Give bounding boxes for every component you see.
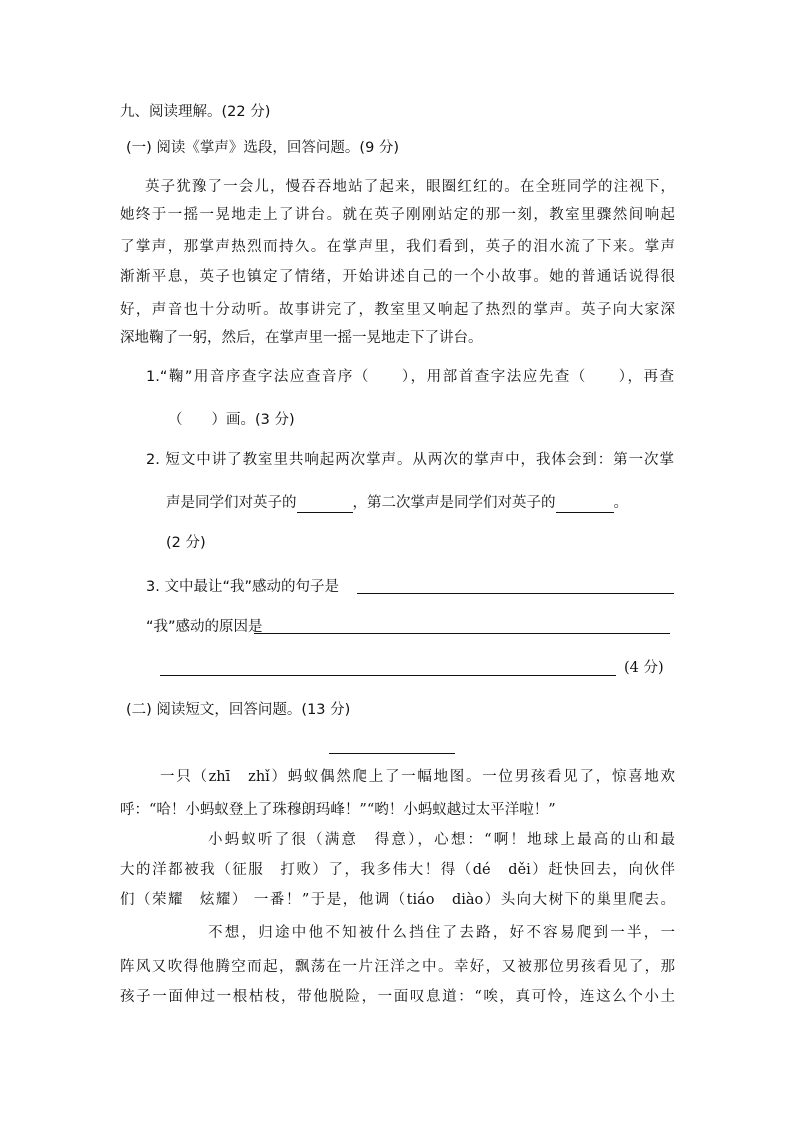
question-1: 1.“鞠”用音序查字法应查音序（ ），用部首查字法应先查（ ），再查 bbox=[146, 369, 674, 385]
question-2-text: ，第二次掌声是同学们对英子的 bbox=[352, 495, 556, 511]
story-text: （zhī zhǐ）蚂蚁偶然爬上了一幅地图。一位男孩看见了，惊喜地欢 bbox=[192, 769, 675, 785]
answer-line[interactable] bbox=[254, 633, 670, 634]
part1-heading: (一) 阅读《掌声》选段，回答问题。(9 分) bbox=[126, 140, 400, 156]
story-text: 们（荣耀 炫耀） 一番！”于是，他 bbox=[120, 892, 375, 908]
question-2-text: 。 bbox=[613, 495, 628, 511]
question-2-text: 声是同学们对英子的 bbox=[166, 495, 297, 511]
emphasized-char: 调 bbox=[374, 892, 391, 908]
passage-line: 英子犹豫了一会儿，慢吞吞地站了起来，眼圈红红的。在全班同学的注视下， bbox=[145, 179, 675, 195]
story-line: 阵风又吹得他腾空而起，飘荡在一片汪洋之中。幸好，又被那位男孩看见了，那 bbox=[120, 959, 675, 975]
emphasized-char: 只 bbox=[176, 769, 193, 785]
story-line bbox=[160, 767, 675, 787]
story-text: 大的洋都被我（征服 打败）了，我多伟大！ bbox=[120, 862, 441, 878]
question-3-score: (4 分) bbox=[624, 660, 664, 676]
story-text: （dé děi）赶快回去，向伙伴 bbox=[456, 862, 675, 878]
question-1-cont: （ ）画。(3 分) bbox=[168, 412, 295, 428]
passage-line: 她终于一摇一晃地走上了讲台。就在英子刚刚站定的那一刻，教室里骤然间响起 bbox=[120, 207, 675, 223]
question-2-score: (2 分) bbox=[166, 535, 206, 551]
story-text: 一 bbox=[160, 769, 177, 785]
question-3-cont: “我”感动的原因是 bbox=[146, 619, 263, 635]
passage-line: 了掌声，那掌声热烈而持久。在掌声里，我们看到，英子的泪水流了下来。掌声 bbox=[120, 239, 675, 255]
question-3: 3. 文中最让“我”感动的句子是 bbox=[146, 579, 339, 595]
story-line: 小蚂蚁听了很（满意 得意），心想：“啊！地球上最高的山和最 bbox=[208, 832, 675, 848]
story-line bbox=[120, 890, 675, 910]
story-line: 不想，归途中他不知被什么挡住了去路，好不容易爬到一半，一 bbox=[208, 925, 675, 941]
question-2-cont bbox=[166, 493, 628, 513]
story-text: （tiáo diào）头向大树下的巢里爬去。 bbox=[390, 892, 675, 908]
title-blank[interactable] bbox=[329, 753, 455, 754]
section-title: 九、阅读理解。(22 分) bbox=[120, 104, 271, 120]
answer-line[interactable] bbox=[357, 593, 674, 594]
answer-blank[interactable] bbox=[297, 496, 353, 513]
passage-line: 深地鞠了一躬，然后，在掌声里一摇一晃地走下了讲台。 bbox=[120, 330, 483, 346]
story-line: 孩子一面伸过一根枯枝，带他脱险，一面叹息道：“唉，真可怜，连这么个小土 bbox=[120, 989, 675, 1005]
answer-blank[interactable] bbox=[556, 496, 614, 513]
question-2: 2. 短文中讲了教室里共响起两次掌声。从两次的掌声中，我体会到：第一次掌 bbox=[146, 452, 674, 468]
story-line: 呼：“哈！小蚂蚁登上了珠穆朗玛峰！”“哟！小蚂蚁越过太平洋啦！” bbox=[120, 802, 556, 818]
emphasized-char: 得 bbox=[440, 862, 457, 878]
part2-heading: (二) 阅读短文，回答问题。(13 分) bbox=[126, 702, 351, 718]
passage-line: 渐渐平息，英子也镇定了情绪，开始讲述自己的一个小故事。她的普通话说得很 bbox=[120, 269, 675, 285]
answer-line[interactable] bbox=[160, 675, 616, 676]
passage-line: 好，声音也十分动听。故事讲完了，教室里又响起了热烈的掌声。英子向大家深 bbox=[120, 302, 675, 318]
story-line bbox=[120, 860, 675, 880]
